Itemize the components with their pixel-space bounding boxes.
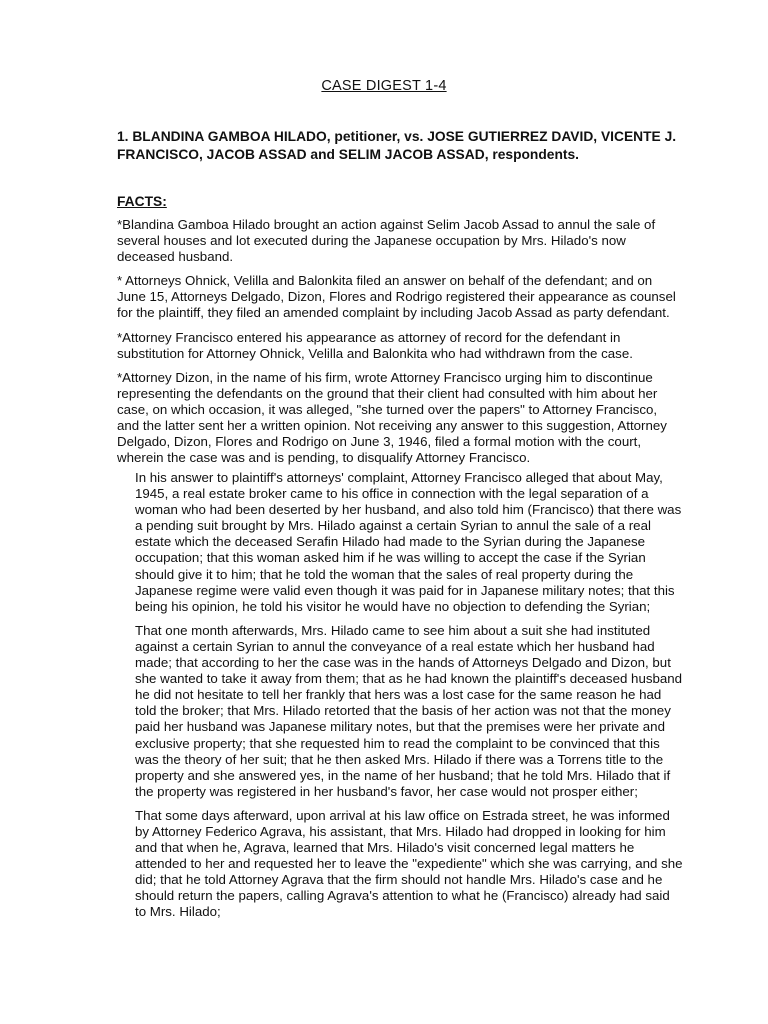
answer-paragraph: That some days afterward, upon arrival at his law office on Estrada street, he was informed by Attorney Federico Agrava, his assistant, that Mrs. Hilado had dropped in looking for him and that when he, Agrava, learned that Mrs. Hilado's visit concerned legal matters he attended to her and requested her to leave the "expediente" which she was carrying, and she did; that he told Attorney Agrava that the firm should not handle Mrs. Hilado's case and he should return the papers, calling Agrava's attention to what he (Francisco) already had said to Mrs. Hilado; [135, 807, 683, 920]
answer-paragraph: In his answer to plaintiff's attorneys' complaint, Attorney Francisco alleged that about May, 1945, a real estate broker came to his office in connection with the legal separation of a woman who had been deserted by her husband, and also told him (Francisco) that there was a pending suit brought by Mrs. Hilado against a certain Syrian to annul the sale of a real estate which the deceased Serafin Hilado had made to the Syrian during the Japanese occupation; that this woman asked him if he was willing to accept the case if the Syrian should give it to him; that he told the woman that the sales of real property during the Japanese regime were valid even though it was paid for in Japanese military notes; that this being his opinion, he told his visitor he would have no objection to defending the Syrian; [135, 470, 682, 614]
facts-section [117, 217, 682, 474]
case-heading: 1. BLANDINA GAMBOA HILADO, petitioner, vs. JOSE GUTIERREZ DAVID, VICENTE J. FRANCISCO, JACOB ASSAD and SELIM JACOB ASSAD, respondents. [117, 129, 677, 162]
answer-paragraph: That one month afterwards, Mrs. Hilado came to see him about a suit she had instituted against a certain Syrian to annul the conveyance of a real estate which her husband had made; that according to her the case was in the hands of Attorneys Delgado and Dizon, but she wanted to take it away from them; that as he had known the plaintiff's deceased husband he did not hesitate to tell her frankly that hers was a lost case for the same reason he had told the broker; that Mrs. Hilado retorted that the basis of her action was not that the money paid her husband was Japanese military notes, but that the premises were her private and exclusive property; that she requested him to read the complaint to be convinced that this was the theory of her suit; that he then asked Mrs. Hilado if there was a Torrens title to the property and she answered yes, in the name of her husband; that he told Mrs. Hilado that if the property was registered in her husband's favor, her case would not prosper either; [135, 622, 683, 799]
answer-section [135, 470, 683, 929]
fact-paragraph: *Attorney Dizon, in the name of his firm, wrote Attorney Francisco urging him to discontinue representing the defendants on the ground that their client had consulted with him about her case, on which occasion, it was alleged, "she turned over the papers" to Attorney Francisco, and the latter sent her a written opinion. Not receiving any answer to this suggestion, Attorney Delgado, Dizon, Flores and Rodrigo on June 3, 1946, filed a formal motion with the court, wherein the case was and is pending, to disqualify Attorney Francisco. [117, 369, 667, 466]
fact-paragraph: *Blandina Gamboa Hilado brought an action against Selim Jacob Assad to annul the sale of several houses and lot executed during the Japanese occupation by Mrs. Hilado's now deceased husband. [117, 217, 656, 265]
fact-paragraph: * Attorneys Ohnick, Velilla and Balonkita filed an answer on behalf of the defendant; and on June 15, Attorneys Delgado, Dizon, Flores and Rodrigo registered their appearance as counsel for the plaintiff, they filed an amended complaint by including Jacob Assad as party defendant. [117, 273, 676, 321]
document-title: CASE DIGEST 1-4 [321, 78, 447, 94]
fact-paragraph: *Attorney Francisco entered his appearance as attorney of record for the defendant in substitution for Attorney Ohnick, Velilla and Balonkita who had withdrawn from the case. [117, 329, 633, 361]
facts-label: FACTS: [117, 194, 167, 209]
